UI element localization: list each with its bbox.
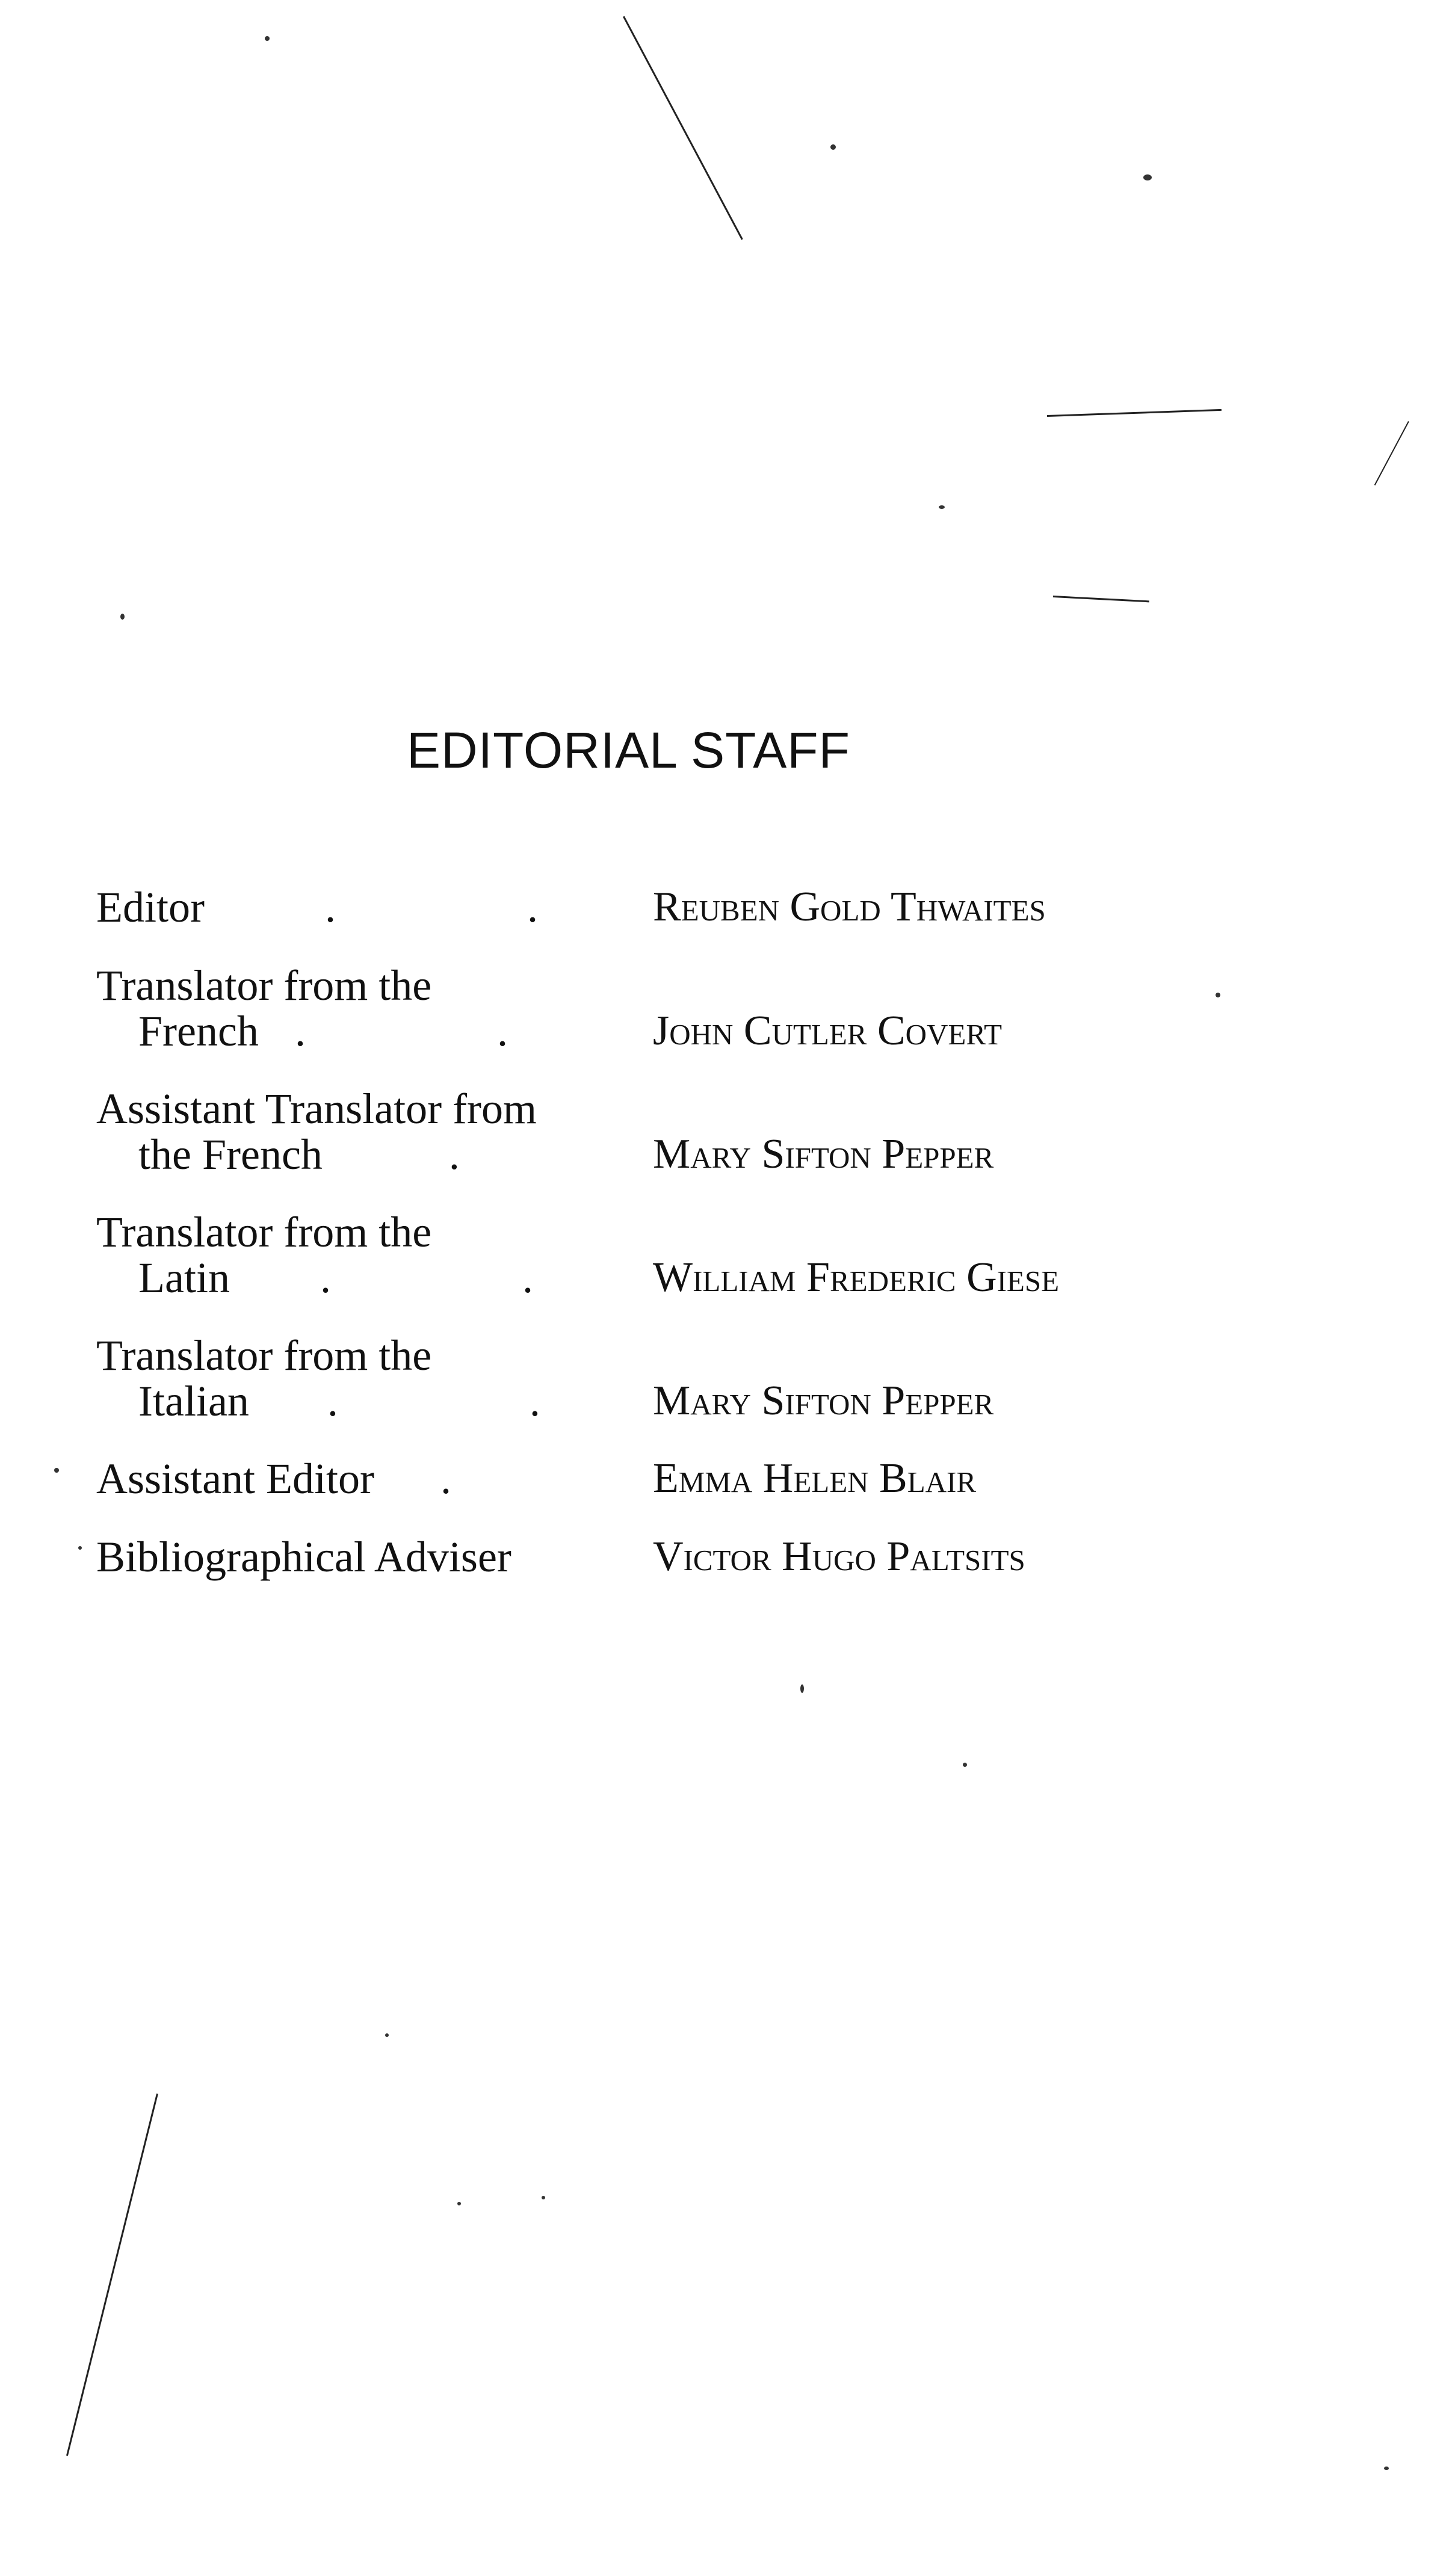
staff-name: Mary Sifton Pepper	[653, 1131, 994, 1177]
staff-role: Editor . .	[96, 883, 628, 931]
staff-name: Reuben Gold Thwaites	[653, 884, 1046, 930]
scratch-mark	[1047, 409, 1222, 417]
staff-role: Bibliographical Adviser	[96, 1533, 511, 1581]
staff-role: Translator from the French . .	[96, 961, 598, 1055]
scratch-mark	[66, 2094, 158, 2456]
staff-name: Emma Helen Blair	[653, 1455, 977, 1502]
staff-role: Translator from the Latin . .	[96, 1208, 623, 1302]
scratch-mark	[1374, 421, 1409, 485]
staff-role: Assistant Translator from the French .	[96, 1085, 550, 1179]
staff-role: Translator from the Italian . .	[96, 1331, 631, 1425]
staff-name: William Frederic Giese	[653, 1254, 1060, 1301]
staff-name: Mary Sifton Pepper	[653, 1378, 994, 1424]
staff-name: John Cutler Covert	[653, 1008, 1003, 1054]
scratch-mark	[623, 16, 743, 240]
page-title: EDITORIAL STAFF	[407, 722, 850, 778]
staff-role: Assistant Editor .	[96, 1455, 542, 1503]
staff-name: Victor Hugo Paltsits	[653, 1533, 1025, 1580]
scratch-mark	[1053, 596, 1149, 602]
